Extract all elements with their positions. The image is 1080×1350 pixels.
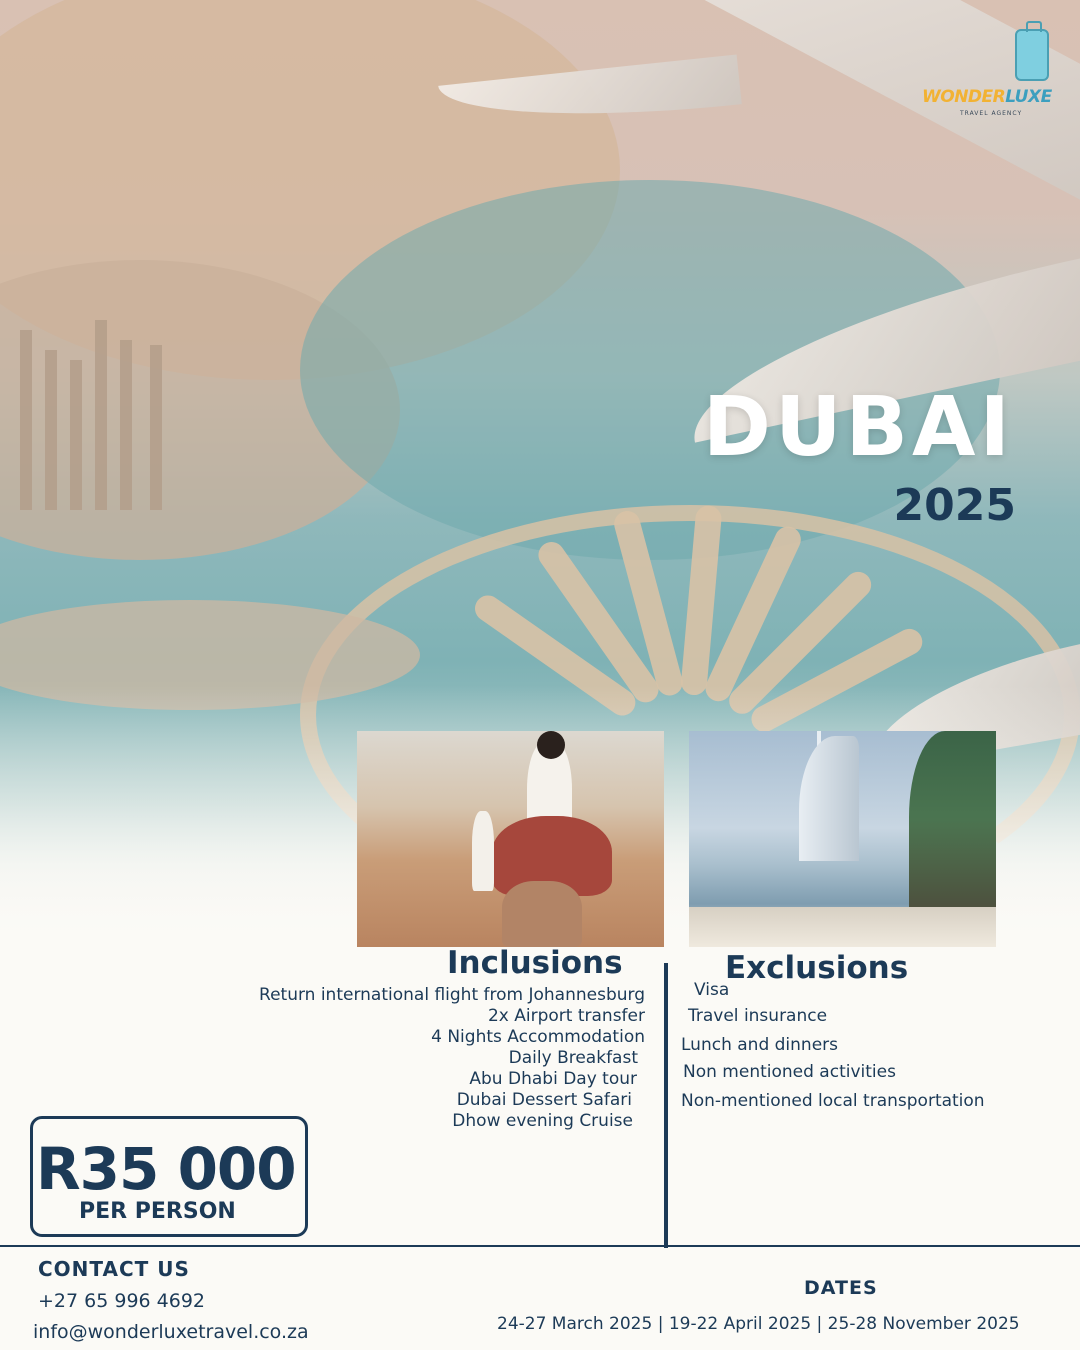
logo-subtitle: TRAVEL AGENCY	[960, 110, 1023, 117]
exclusion-item: Lunch and dinners	[681, 1035, 839, 1055]
exclusions-heading: Exclusions	[725, 950, 909, 986]
inclusion-item: Abu Dhabi Day tour	[469, 1069, 637, 1089]
inclusion-item: Dhow evening Cruise	[452, 1111, 633, 1131]
exclusion-item: Non-mentioned local transportation	[681, 1091, 985, 1111]
footer-divider	[0, 1245, 1080, 1247]
contact-email[interactable]: info@wonderluxetravel.co.za	[33, 1321, 309, 1343]
inclusions-heading: Inclusions	[447, 945, 623, 981]
inclusion-item: Dubai Dessert Safari	[456, 1090, 632, 1110]
exclusion-item: Visa	[694, 980, 730, 1000]
exclusion-item: Non mentioned activities	[683, 1062, 896, 1082]
burj-al-arab-photo	[689, 731, 996, 947]
inclusion-item: 2x Airport transfer	[487, 1006, 645, 1026]
exclusion-item: Travel insurance	[688, 1006, 828, 1026]
brand-logo	[920, 25, 1065, 125]
dates-list: 24-27 March 2025 | 19-22 April 2025 | 25-28 November 2025	[497, 1314, 1020, 1334]
dates-heading: DATES	[804, 1277, 878, 1299]
desert-camel-photo	[357, 731, 664, 947]
logo-wordmark: WONDERLUXE	[922, 87, 1052, 107]
inclusion-item: 4 Nights Accommodation	[431, 1027, 645, 1047]
suitcase-icon	[1015, 29, 1049, 81]
price-box	[30, 1116, 308, 1237]
price-unit: PER PERSON	[79, 1199, 236, 1224]
price-amount: R35 000	[36, 1135, 296, 1203]
inclusion-item: Return international flight from Johannesburg	[259, 985, 645, 1005]
column-divider	[664, 963, 668, 1248]
contact-heading: CONTACT US	[38, 1257, 190, 1281]
destination-title: DUBAI	[702, 380, 1014, 475]
contact-phone[interactable]: +27 65 996 4692	[38, 1290, 206, 1312]
inclusion-item: Daily Breakfast	[508, 1048, 638, 1068]
destination-year: 2025	[893, 480, 1016, 531]
